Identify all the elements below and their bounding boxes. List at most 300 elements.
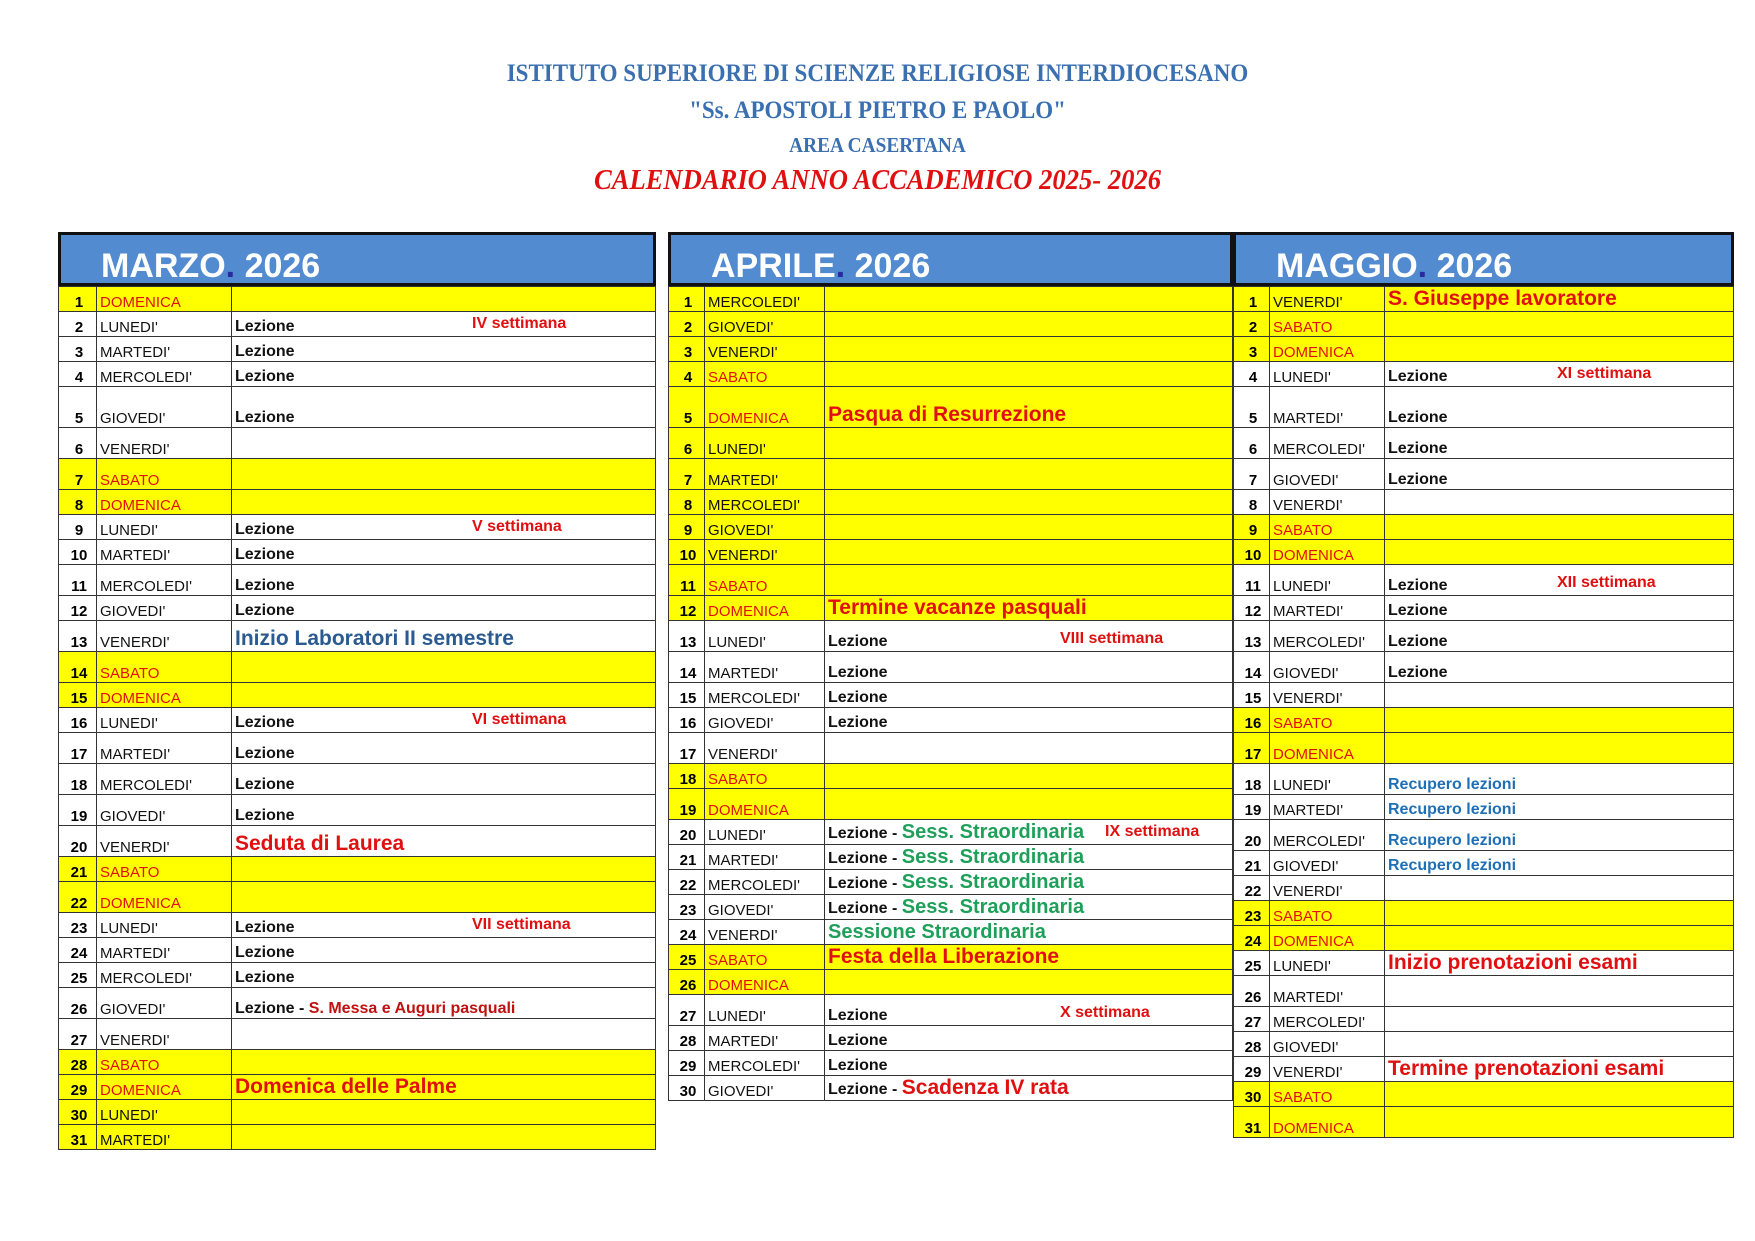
- day-number: 5: [59, 387, 97, 428]
- day-number: 12: [59, 596, 97, 621]
- event-label: Termine prenotazioni esami: [1388, 1057, 1665, 1080]
- lesson-label: Lezione: [235, 318, 295, 335]
- weekday-name: MERCOLEDI': [97, 565, 232, 596]
- day-number: 24: [1234, 926, 1270, 951]
- day-note: [1385, 362, 1734, 387]
- weekday-name: GIOVEDI': [705, 895, 825, 920]
- day-note: [1385, 1082, 1734, 1107]
- day-note: [1385, 976, 1734, 1007]
- calendar-table: [1233, 286, 1734, 1138]
- day-row: [59, 362, 656, 387]
- weekday-name: MARTEDI': [97, 1125, 232, 1150]
- lesson-label: Lezione: [1388, 633, 1448, 650]
- weekday-name: SABATO: [97, 1050, 232, 1075]
- weekday-name: GIOVEDI': [705, 708, 825, 733]
- day-note: [232, 428, 656, 459]
- day-row: [1234, 621, 1734, 652]
- day-number: 27: [1234, 1007, 1270, 1032]
- day-row: [59, 913, 656, 938]
- lesson-label: Lezione: [1388, 577, 1448, 594]
- day-row: [1234, 459, 1734, 490]
- day-number: 21: [59, 857, 97, 882]
- day-number: 23: [669, 895, 705, 920]
- day-number: 8: [59, 490, 97, 515]
- day-note: [825, 683, 1233, 708]
- day-number: 14: [669, 652, 705, 683]
- day-note: [232, 882, 656, 913]
- day-row: [1234, 733, 1734, 764]
- day-note: [1385, 287, 1734, 312]
- weekday-name: SABATO: [705, 362, 825, 387]
- weekday-name: SABATO: [705, 565, 825, 596]
- day-note: [1385, 876, 1734, 901]
- day-number: 19: [1234, 795, 1270, 820]
- calendar-table: [668, 286, 1233, 1101]
- day-number: 10: [1234, 540, 1270, 565]
- day-number: 30: [59, 1100, 97, 1125]
- day-note: [825, 895, 1233, 920]
- weekday-name: MERCOLEDI': [97, 362, 232, 387]
- day-number: 12: [669, 596, 705, 621]
- day-note: [1385, 596, 1734, 621]
- day-row: [669, 565, 1233, 596]
- day-number: 31: [1234, 1107, 1270, 1138]
- day-row: [669, 789, 1233, 820]
- lesson-label: Lezione: [235, 944, 295, 961]
- weekday-name: GIOVEDI': [1270, 1032, 1385, 1057]
- day-note: [1385, 337, 1734, 362]
- day-note: [1385, 795, 1734, 820]
- weekday-name: GIOVEDI': [1270, 652, 1385, 683]
- weekday-name: SABATO: [1270, 901, 1385, 926]
- day-row: [59, 312, 656, 337]
- day-row: [669, 515, 1233, 540]
- weekday-name: VENERDI': [705, 337, 825, 362]
- weekday-name: VENERDI': [1270, 490, 1385, 515]
- day-number: 17: [1234, 733, 1270, 764]
- area-label: AREA CASERTANA: [789, 133, 966, 157]
- lesson-label: Lezione: [828, 664, 888, 681]
- day-number: 21: [669, 845, 705, 870]
- week-label: XI settimana: [1557, 365, 1652, 382]
- day-number: 23: [1234, 901, 1270, 926]
- day-number: 2: [669, 312, 705, 337]
- day-number: 17: [669, 733, 705, 764]
- weekday-name: VENERDI': [705, 540, 825, 565]
- lesson-label: Lezione: [235, 919, 295, 936]
- day-note: [825, 1051, 1233, 1076]
- weekday-name: VENERDI': [705, 920, 825, 945]
- weekday-name: MARTEDI': [97, 337, 232, 362]
- day-note: [825, 995, 1233, 1026]
- weekday-name: MARTEDI': [97, 540, 232, 565]
- month-title: [668, 232, 1233, 286]
- day-note: [232, 596, 656, 621]
- weekday-name: DOMENICA: [1270, 926, 1385, 951]
- day-note: [825, 337, 1233, 362]
- calendar-table: [58, 286, 656, 1150]
- lesson-label: Lezione: [235, 546, 295, 563]
- event-label: Sess. Straordinaria: [901, 846, 1085, 868]
- day-row: [669, 1026, 1233, 1051]
- day-number: 25: [1234, 951, 1270, 976]
- day-note: [825, 387, 1233, 428]
- day-note: [232, 988, 656, 1019]
- day-row: [59, 1100, 656, 1125]
- weekday-name: GIOVEDI': [97, 795, 232, 826]
- day-number: 24: [59, 938, 97, 963]
- weekday-name: SABATO: [97, 652, 232, 683]
- day-row: [669, 945, 1233, 970]
- day-note: [825, 540, 1233, 565]
- day-row: [59, 621, 656, 652]
- day-row: [1234, 387, 1734, 428]
- lesson-label: Lezione -: [828, 850, 902, 867]
- event-label: Inizio prenotazioni esami: [1388, 951, 1638, 974]
- day-row: [669, 312, 1233, 337]
- weekday-name: SABATO: [1270, 515, 1385, 540]
- weekday-name: DOMENICA: [1270, 540, 1385, 565]
- week-label: IX settimana: [1105, 823, 1200, 840]
- day-row: [1234, 362, 1734, 387]
- month-dot: .: [225, 247, 236, 285]
- day-number: 20: [669, 820, 705, 845]
- lesson-label: Lezione: [1388, 368, 1448, 385]
- weekday-name: MARTEDI': [97, 733, 232, 764]
- month-year: 2026: [854, 247, 931, 285]
- weekday-name: MARTEDI': [1270, 596, 1385, 621]
- lesson-label: Lezione: [235, 745, 295, 762]
- weekday-name: DOMENICA: [97, 882, 232, 913]
- event-label: S. Messa e Auguri pasquali: [308, 1000, 516, 1017]
- day-number: 20: [1234, 820, 1270, 851]
- lesson-label: Lezione: [235, 602, 295, 619]
- day-row: [59, 795, 656, 826]
- month-year: 2026: [1436, 247, 1513, 285]
- weekday-name: GIOVEDI': [97, 387, 232, 428]
- day-number: 22: [59, 882, 97, 913]
- day-row: [59, 565, 656, 596]
- lesson-label: Lezione: [828, 689, 888, 706]
- day-row: [59, 882, 656, 913]
- weekday-name: VENERDI': [97, 428, 232, 459]
- weekday-name: MARTEDI': [705, 1026, 825, 1051]
- day-note: [1385, 565, 1734, 596]
- day-number: 1: [1234, 287, 1270, 312]
- day-row: [1234, 926, 1734, 951]
- day-number: 1: [59, 287, 97, 312]
- day-row: [1234, 312, 1734, 337]
- day-note: [1385, 490, 1734, 515]
- event-label: Recupero lezioni: [1388, 801, 1517, 818]
- day-number: 7: [59, 459, 97, 490]
- weekday-name: VENERDI': [97, 826, 232, 857]
- day-note: [232, 540, 656, 565]
- day-number: 11: [1234, 565, 1270, 596]
- day-row: [59, 988, 656, 1019]
- day-note: [1385, 926, 1734, 951]
- day-row: [1234, 683, 1734, 708]
- day-note: [232, 733, 656, 764]
- event-label: Sess. Straordinaria: [901, 821, 1085, 843]
- day-note: [1385, 733, 1734, 764]
- weekday-name: SABATO: [1270, 312, 1385, 337]
- lesson-label: Lezione: [1388, 602, 1448, 619]
- day-note: [825, 870, 1233, 895]
- day-number: 4: [1234, 362, 1270, 387]
- day-number: 15: [669, 683, 705, 708]
- day-number: 6: [1234, 428, 1270, 459]
- weekday-name: MERCOLEDI': [705, 870, 825, 895]
- day-row: [1234, 976, 1734, 1007]
- day-note: [232, 459, 656, 490]
- day-number: 8: [1234, 490, 1270, 515]
- day-number: 10: [59, 540, 97, 565]
- day-row: [1234, 764, 1734, 795]
- lesson-label: Lezione: [235, 807, 295, 824]
- day-number: 15: [59, 683, 97, 708]
- day-note: [825, 287, 1233, 312]
- day-note: [1385, 851, 1734, 876]
- weekday-name: SABATO: [1270, 1082, 1385, 1107]
- day-number: 21: [1234, 851, 1270, 876]
- day-note: [232, 621, 656, 652]
- day-note: [232, 795, 656, 826]
- day-row: [1234, 901, 1734, 926]
- weekday-name: VENERDI': [705, 733, 825, 764]
- lesson-label: Lezione: [828, 1032, 888, 1049]
- day-row: [669, 652, 1233, 683]
- weekday-name: DOMENICA: [97, 683, 232, 708]
- lesson-label: Lezione: [235, 368, 295, 385]
- weekday-name: SABATO: [97, 857, 232, 882]
- day-number: 5: [669, 387, 705, 428]
- weekday-name: LUNEDI': [97, 312, 232, 337]
- day-number: 22: [1234, 876, 1270, 901]
- event-label: Scadenza IV rata: [901, 1076, 1069, 1099]
- day-number: 29: [59, 1075, 97, 1100]
- day-row: [59, 826, 656, 857]
- day-note: [232, 764, 656, 795]
- day-number: 29: [1234, 1057, 1270, 1082]
- day-row: [669, 683, 1233, 708]
- day-note: [825, 1026, 1233, 1051]
- day-row: [669, 845, 1233, 870]
- institute-subtitle: "Ss. APOSTOLI PIETRO E PAOLO": [689, 97, 1066, 124]
- day-row: [1234, 951, 1734, 976]
- weekday-name: MERCOLEDI': [1270, 621, 1385, 652]
- weekday-name: GIOVEDI': [1270, 851, 1385, 876]
- day-row: [59, 515, 656, 540]
- day-number: 12: [1234, 596, 1270, 621]
- weekday-name: LUNEDI': [1270, 565, 1385, 596]
- day-row: [669, 387, 1233, 428]
- day-number: 3: [669, 337, 705, 362]
- week-label: VII settimana: [472, 916, 571, 933]
- day-number: 30: [669, 1076, 705, 1101]
- day-note: [825, 945, 1233, 970]
- event-label: Termine vacanze pasquali: [828, 596, 1087, 619]
- calendar-title: CALENDARIO ANNO ACCADEMICO 2025- 2026: [593, 165, 1162, 196]
- day-row: [59, 963, 656, 988]
- day-note: [825, 596, 1233, 621]
- month-name: MAGGIO: [1276, 247, 1418, 285]
- day-number: 3: [59, 337, 97, 362]
- lesson-label: Lezione: [235, 409, 295, 426]
- day-row: [669, 337, 1233, 362]
- day-note: [1385, 901, 1734, 926]
- day-note: [1385, 428, 1734, 459]
- lesson-label: Lezione -: [828, 900, 902, 917]
- day-row: [59, 596, 656, 621]
- day-number: 30: [1234, 1082, 1270, 1107]
- day-row: [59, 490, 656, 515]
- day-number: 18: [1234, 764, 1270, 795]
- day-row: [669, 708, 1233, 733]
- day-note: [232, 963, 656, 988]
- weekday-name: VENERDI': [97, 621, 232, 652]
- day-note: [1385, 1057, 1734, 1082]
- day-number: 25: [669, 945, 705, 970]
- day-note: [232, 652, 656, 683]
- day-note: [232, 1100, 656, 1125]
- day-number: 8: [669, 490, 705, 515]
- day-row: [669, 995, 1233, 1026]
- weekday-name: LUNEDI': [705, 428, 825, 459]
- day-number: 9: [669, 515, 705, 540]
- day-number: 5: [1234, 387, 1270, 428]
- day-row: [1234, 490, 1734, 515]
- day-row: [59, 857, 656, 882]
- day-row: [669, 733, 1233, 764]
- day-note: [232, 1050, 656, 1075]
- day-number: 6: [669, 428, 705, 459]
- day-row: [1234, 820, 1734, 851]
- weekday-name: VENERDI': [1270, 1057, 1385, 1082]
- day-note: [1385, 708, 1734, 733]
- day-note: [825, 312, 1233, 337]
- weekday-name: SABATO: [705, 764, 825, 789]
- month-year: 2026: [244, 247, 321, 285]
- lesson-label: Lezione: [1388, 664, 1448, 681]
- day-number: 28: [59, 1050, 97, 1075]
- event-label: Festa della Liberazione: [828, 945, 1060, 968]
- day-row: [669, 870, 1233, 895]
- week-label: VI settimana: [472, 711, 567, 728]
- month-dot: .: [1417, 247, 1428, 285]
- day-note: [232, 938, 656, 963]
- day-note: [825, 1076, 1233, 1101]
- weekday-name: MERCOLEDI': [705, 287, 825, 312]
- day-number: 16: [669, 708, 705, 733]
- day-number: 9: [1234, 515, 1270, 540]
- day-number: 10: [669, 540, 705, 565]
- weekday-name: DOMENICA: [97, 287, 232, 312]
- day-note: [825, 920, 1233, 945]
- day-note: [1385, 1032, 1734, 1057]
- day-row: [669, 820, 1233, 845]
- day-number: 9: [59, 515, 97, 540]
- day-row: [669, 428, 1233, 459]
- day-note: [825, 845, 1233, 870]
- weekday-name: LUNEDI': [705, 820, 825, 845]
- day-number: 25: [59, 963, 97, 988]
- day-number: 19: [59, 795, 97, 826]
- event-label: Recupero lezioni: [1388, 776, 1517, 793]
- day-number: 13: [669, 621, 705, 652]
- lesson-label: Lezione: [235, 343, 295, 360]
- day-note: [232, 826, 656, 857]
- lesson-label: Lezione -: [828, 825, 902, 842]
- day-number: 14: [59, 652, 97, 683]
- day-number: 7: [669, 459, 705, 490]
- day-number: 23: [59, 913, 97, 938]
- day-number: 3: [1234, 337, 1270, 362]
- event-label: Domenica delle Palme: [235, 1075, 457, 1098]
- day-note: [232, 490, 656, 515]
- weekday-name: MERCOLEDI': [97, 764, 232, 795]
- event-label: Recupero lezioni: [1388, 857, 1517, 874]
- day-note: [825, 789, 1233, 820]
- day-note: [825, 565, 1233, 596]
- week-label: IV settimana: [472, 315, 567, 332]
- day-note: [825, 820, 1233, 845]
- weekday-name: GIOVEDI': [705, 515, 825, 540]
- day-row: [669, 895, 1233, 920]
- weekday-name: GIOVEDI': [97, 596, 232, 621]
- day-row: [59, 764, 656, 795]
- weekday-name: MARTEDI': [1270, 387, 1385, 428]
- weekday-name: DOMENICA: [705, 387, 825, 428]
- day-note: [1385, 312, 1734, 337]
- day-row: [669, 459, 1233, 490]
- weekday-name: DOMENICA: [97, 1075, 232, 1100]
- lesson-label: Lezione: [235, 969, 295, 986]
- day-row: [1234, 515, 1734, 540]
- weekday-name: LUNEDI': [1270, 362, 1385, 387]
- institute-title: ISTITUTO SUPERIORE DI SCIENZE RELIGIOSE INTERDIOCESANO: [506, 60, 1249, 87]
- lesson-label: Lezione -: [235, 1000, 309, 1017]
- weekday-name: GIOVEDI': [705, 1076, 825, 1101]
- weekday-name: LUNEDI': [705, 621, 825, 652]
- day-row: [59, 652, 656, 683]
- day-row: [59, 540, 656, 565]
- day-number: 7: [1234, 459, 1270, 490]
- day-note: [232, 1075, 656, 1100]
- event-label: Sess. Straordinaria: [901, 896, 1085, 918]
- weekday-name: MERCOLEDI': [1270, 1007, 1385, 1032]
- day-note: [232, 362, 656, 387]
- weekday-name: SABATO: [705, 945, 825, 970]
- day-row: [669, 490, 1233, 515]
- day-number: 16: [1234, 708, 1270, 733]
- weekday-name: SABATO: [97, 459, 232, 490]
- event-label: Sessione Straordinaria: [828, 921, 1046, 943]
- day-number: 18: [59, 764, 97, 795]
- day-row: [59, 337, 656, 362]
- day-row: [1234, 1107, 1734, 1138]
- weekday-name: LUNEDI': [97, 913, 232, 938]
- weekday-name: LUNEDI': [97, 708, 232, 733]
- day-note: [1385, 764, 1734, 795]
- weekday-name: GIOVEDI': [97, 988, 232, 1019]
- day-note: [1385, 820, 1734, 851]
- lesson-label: Lezione: [1388, 471, 1448, 488]
- week-label: VIII settimana: [1060, 630, 1164, 647]
- day-row: [669, 1076, 1233, 1101]
- day-row: [1234, 337, 1734, 362]
- day-note: [1385, 387, 1734, 428]
